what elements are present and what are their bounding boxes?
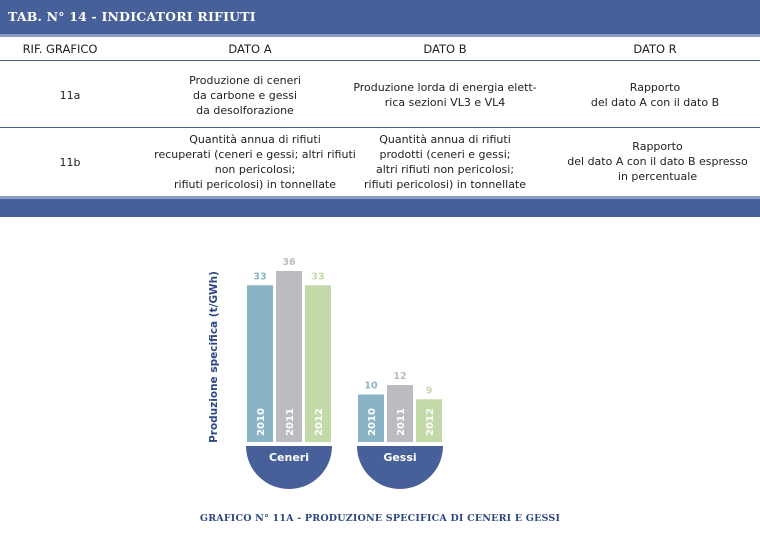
y-axis-label: Produzione specifica (t/GWh) — [208, 271, 220, 443]
chart-caption: GRAFICO N° 11A - PRODUZIONE SPECIFICA DI CENERI E GESSI — [199, 513, 561, 524]
header-dato-a: DATO A — [228, 42, 272, 56]
row-11b-dato-r: Rapporto del dato A con il dato B espresso in percentuale — [567, 140, 748, 183]
series-year-label: 2010 — [367, 408, 378, 436]
header-dato-r: DATO R — [633, 42, 677, 56]
data-label: 33 — [253, 271, 267, 283]
table-title: TAB. N° 14 - INDICATORI RIFIUTI — [8, 9, 256, 24]
category-label: Gessi — [383, 451, 417, 464]
series-year-label: 2011 — [396, 408, 407, 436]
table-divider — [0, 60, 760, 61]
table-title-bar — [0, 0, 760, 37]
data-label: 9 — [425, 385, 433, 397]
table-bottom-bar — [0, 196, 760, 217]
series-year-label: 2010 — [256, 408, 267, 436]
table-divider — [0, 127, 760, 128]
header-rif-grafico: RIF. GRAFICO — [22, 42, 98, 56]
row-11b-ref: 11b — [59, 156, 81, 169]
row-11a-dato-r: Rapporto del dato A con il dato B — [590, 81, 720, 109]
row-11b-dato-a: Quantità annua di rifiuti recuperati (ceneri e gessi; altri rifiuti non pericolosi; rifiuti pericolosi) in tonnellate — [154, 133, 356, 191]
category-label: Ceneri — [268, 451, 310, 464]
data-label: 36 — [282, 257, 296, 268]
series-year-label: 2012 — [425, 408, 436, 436]
data-label: 12 — [393, 371, 407, 382]
data-label: 33 — [311, 271, 325, 283]
bar-chart — [0, 230, 760, 500]
row-11a-ref: 11a — [59, 89, 81, 102]
row-11a-dato-a: Produzione di ceneri da carbone e gessi da desolforazione — [189, 74, 301, 117]
series-year-label: 2011 — [285, 408, 296, 436]
row-11a-dato-b: Produzione lorda di energia elett- rica sezioni VL3 e VL4 — [353, 81, 537, 109]
series-year-label: 2012 — [314, 408, 325, 436]
row-11b-dato-b: Quantità annua di rifiuti prodotti (ceneri e gessi; altri rifiuti non pericolosi; rifiuti pericolosi) in tonnellate — [363, 133, 527, 191]
header-dato-b: DATO B — [423, 42, 467, 56]
data-label: 10 — [364, 380, 378, 392]
